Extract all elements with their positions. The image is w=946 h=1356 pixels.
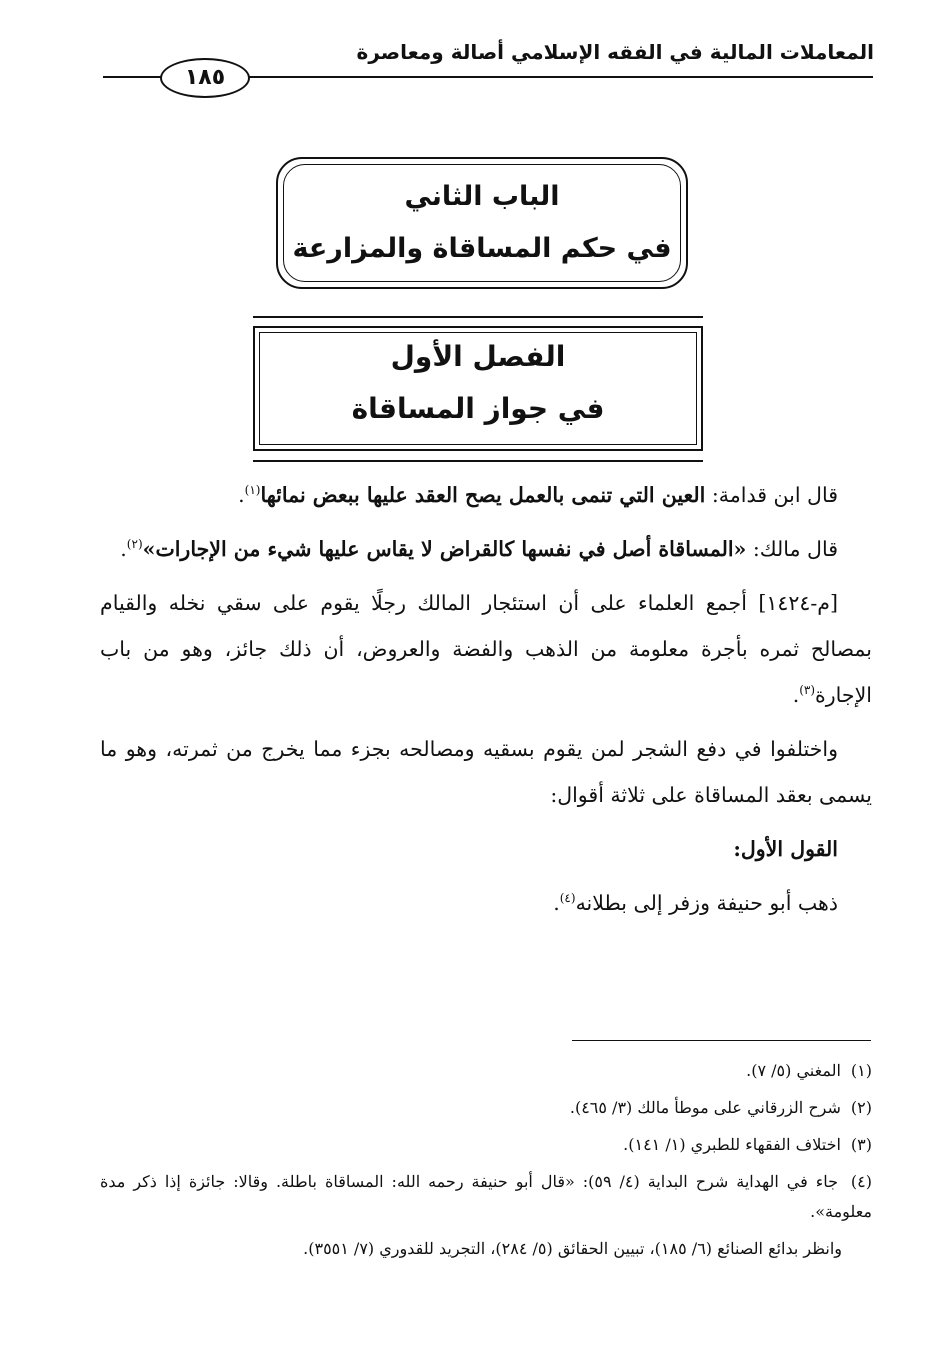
quotation: «المساقاة أصل في نفسها كالقراض لا يقاس عليها شيء من الإجارات» (142, 537, 747, 561)
chapter-title-line1: الفصل الأول (390, 340, 566, 373)
section-heading-first-opinion (100, 826, 872, 872)
paragraph-text: ذهب أبو حنيفة وزفر إلى بطلانه (575, 891, 838, 915)
footnote-ref[interactable]: (٤) (559, 891, 576, 906)
paragraph-consensus (100, 580, 872, 718)
footnote-number: (٢) (850, 1098, 872, 1117)
part-title-box (276, 157, 688, 289)
page-number: ١٨٥ (160, 58, 250, 98)
heading-text: القول الأول: (733, 837, 838, 861)
chapter-title-line2: في جواز المساقاة (351, 392, 605, 425)
footnote-number: (٤) (850, 1172, 872, 1191)
paragraph-text: [م-١٤٢٤] أجمع العلماء على أن استئجار المالك رجلًا يقوم على سقي نخله والقيام بمصالح ثمره بأجرة معلومة من الذهب والفضة والعروض، أن ذلك جائز، وهو من باب الإجارة (100, 591, 872, 707)
footnote-4 (100, 1167, 872, 1227)
paragraph-text: واختلفوا في دفع الشجر لمن يقوم بسقيه ومصالحه بجزء مما يخرج من ثمرته، وهو ما يسمى بعقد المساقاة على ثلاثة أقوال: (100, 737, 872, 807)
chapter-top-rule (253, 316, 703, 318)
footnotes (100, 1056, 872, 1271)
paragraph-ibn-qudama (100, 472, 872, 518)
footnote-ref[interactable]: (٢) (126, 537, 143, 552)
paragraph-lead: قال ابن قدامة: (705, 483, 838, 507)
part-title-line1: الباب الثاني (404, 181, 560, 212)
footnote-number: (١) (850, 1061, 872, 1080)
footnote-number: (٣) (850, 1135, 872, 1154)
paragraph-end: . (238, 483, 245, 507)
chapter-title-box (253, 326, 703, 451)
quotation: العين التي تنمى بالعمل يصح العقد عليها ببعض نمائها (260, 483, 706, 507)
footnote-ref[interactable]: (١) (244, 483, 261, 498)
footnote-1 (100, 1056, 872, 1086)
footnote-3 (100, 1130, 872, 1160)
paragraph-abu-hanifa (100, 880, 872, 926)
paragraph-disagreement (100, 726, 872, 818)
footnote-2 (100, 1093, 872, 1123)
paragraph-end: . (792, 683, 800, 707)
footnote-separator (572, 1040, 871, 1041)
paragraph-end: . (120, 537, 127, 561)
paragraph-malik (100, 526, 872, 572)
body-text (100, 472, 872, 934)
part-title-line2: في حكم المساقاة والمزارعة (292, 233, 672, 264)
running-title: المعاملات المالية في الفقه الإسلامي أصالة ومعاصرة (356, 40, 874, 64)
footnote-text: جاء في الهداية شرح البداية (٤/ ٥٩): «قال أبو حنيفة رحمه الله: المساقاة باطلة. وقالا: جائزة إذا ذكر مدة معلومة». (100, 1172, 872, 1221)
paragraph-lead: قال مالك: (746, 537, 838, 561)
footnote-continuation: وانظر بدائع الصنائع (٦/ ١٨٥)، تبيين الحقائق (٥/ ٢٨٤)، التجريد للقدوري (٧/ ٣٥٥١). (303, 1239, 842, 1258)
paragraph-end: . (553, 891, 560, 915)
footnote-ref[interactable]: (٣) (799, 683, 816, 698)
footnote-text: اختلاف الفقهاء للطبري (١/ ١٤١). (623, 1135, 841, 1154)
chapter-bottom-rule (253, 460, 703, 462)
footnote-text: شرح الزرقاني على موطأ مالك (٣/ ٤٦٥). (569, 1098, 841, 1117)
footnote-text: المغني (٥/ ٧). (746, 1061, 841, 1080)
